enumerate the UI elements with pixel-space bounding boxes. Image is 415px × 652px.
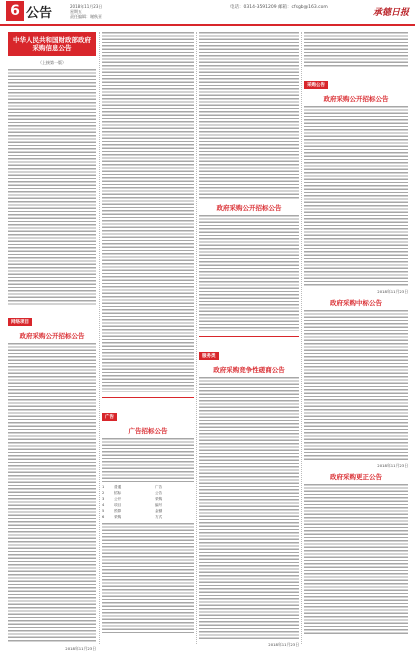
contact-info: 电话：0314-3591209 邮箱：cfsgb@163.com xyxy=(230,5,328,10)
table-cell: 4 xyxy=(102,503,105,507)
issue-editor: 责任编辑：谢秋亚 xyxy=(70,14,102,19)
divider xyxy=(102,397,194,398)
masthead xyxy=(0,0,415,26)
body-text xyxy=(199,32,299,200)
signature-date: 2018年11月23日 xyxy=(377,289,408,294)
section-title: 公告 xyxy=(26,6,53,21)
body-text xyxy=(304,310,408,460)
table-cell: 公开 xyxy=(114,497,122,501)
column-divider xyxy=(301,32,302,644)
item-table xyxy=(102,485,194,520)
body-text xyxy=(304,106,408,286)
table-cell: 金额 xyxy=(155,509,163,513)
table-cell: 1 xyxy=(102,485,105,489)
body-text xyxy=(304,484,408,634)
newspaper-logo: 承德日报 xyxy=(372,8,409,18)
article-title: 政府采购公开招标公告 xyxy=(216,204,282,212)
body-text xyxy=(102,32,194,392)
issue-date: 2018年11月23日 xyxy=(70,4,103,9)
issue-meta xyxy=(70,4,102,19)
column-3 xyxy=(199,32,299,647)
article-title: 政府采购公开招标公告 xyxy=(19,332,85,340)
issue-weekday: 星期五 xyxy=(70,9,82,14)
signature-date: 2018年11月23日 xyxy=(377,463,408,468)
section-tag: 服务类 xyxy=(199,352,219,360)
article-title: 政府采购中标公告 xyxy=(330,299,382,307)
table-cell: 5 xyxy=(102,509,105,513)
table-cell: 广告 xyxy=(155,485,163,489)
column-divider xyxy=(196,32,197,644)
article-title: 政府采购更正公告 xyxy=(330,473,382,481)
continued-note: （上接第一版） xyxy=(38,60,66,65)
signature-date: 2018年11月23日 xyxy=(268,642,299,647)
column-1 xyxy=(8,32,96,651)
section-tag: 采购公告 xyxy=(304,81,328,89)
signature-date: 2018年11月23日 xyxy=(65,646,96,651)
body-text xyxy=(102,438,194,482)
article-title: 广告招标公告 xyxy=(128,427,168,435)
body-text xyxy=(102,523,194,633)
table-cell: 3 xyxy=(102,497,105,501)
section-tag: 广告 xyxy=(102,413,117,421)
body-text xyxy=(199,377,299,639)
divider xyxy=(199,336,299,337)
table-cell: 6 xyxy=(102,515,105,519)
column-4 xyxy=(304,32,408,644)
article-title: 政府采购竞争性磋商公告 xyxy=(213,366,285,374)
body-text xyxy=(8,69,96,305)
body-text xyxy=(304,32,408,68)
column-divider xyxy=(99,32,100,644)
body-text xyxy=(8,343,96,643)
table-cell: 公告 xyxy=(155,491,163,495)
column-2 xyxy=(102,32,194,644)
table-cell: 2 xyxy=(102,491,105,495)
table-cell: 预算 xyxy=(114,509,122,513)
announcement-heading: 中华人民共和国财政部政府采购信息公告 xyxy=(8,32,96,56)
table-cell: 招标 xyxy=(114,491,122,495)
table-cell: 普通 xyxy=(114,485,122,489)
article-title: 政府采购公开招标公告 xyxy=(323,95,389,103)
table-cell: 编号 xyxy=(155,503,163,507)
table-cell: 采购 xyxy=(155,497,163,501)
table-cell: 项目 xyxy=(114,503,122,507)
table-cell: 采购 xyxy=(114,515,122,519)
body-text xyxy=(199,215,299,331)
section-tag: 网络项目 xyxy=(8,318,32,326)
table-cell: 方式 xyxy=(155,515,163,519)
page-number: 6 xyxy=(6,1,24,21)
